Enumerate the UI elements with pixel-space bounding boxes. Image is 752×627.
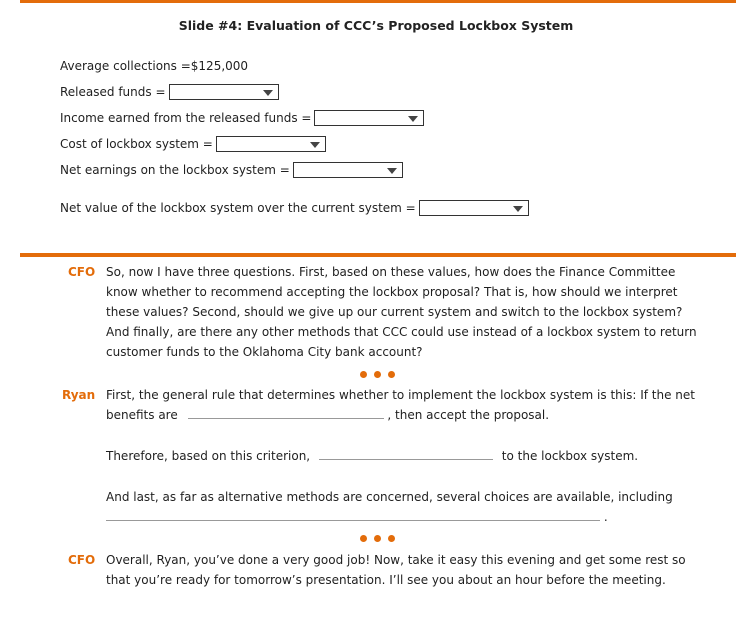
ryan-answer-line-3 (106, 487, 706, 527)
cost-of-lockbox-label: Cost of lockbox system = (60, 137, 213, 151)
top-divider (20, 0, 736, 3)
speaker-ryan: Ryan (62, 388, 96, 402)
net-value-dropdown[interactable] (419, 200, 529, 216)
chevron-down-icon (513, 206, 523, 212)
ryan-criterion-text: Therefore, based on this criterion, (106, 449, 311, 463)
chevron-down-icon (408, 116, 418, 122)
slide-title: Slide #4: Evaluation of CCC’s Proposed Lockbox System (178, 18, 574, 33)
average-collections-label: Average collections =$125,000 (60, 59, 249, 73)
dot (374, 371, 381, 378)
section-divider (20, 253, 736, 257)
dot (360, 535, 367, 542)
speaker-cfo-closing: CFO (68, 553, 96, 567)
chevron-down-icon (387, 168, 397, 174)
calc-row-net-value (60, 199, 529, 217)
cfo-closing-text: Overall, Ryan, you’ve done a very good job! Now, take it easy this evening and get some rest so that you’re ready for tomorrow’s presentation. I’ll see you about an hour before the meeting. (106, 553, 686, 587)
dot (388, 535, 395, 542)
chevron-down-icon (263, 90, 273, 96)
calc-row-income-earned (60, 109, 424, 127)
ryan-rule-text-end: , then accept the proposal. (387, 408, 550, 422)
cfo-question-text: So, now I have three questions. First, based on these values, how does the Finance Committee know whether to recommend accepting the lockbox proposal? That is, how should we interpret these values? Second, should we give up our current system and switch to the lockbox system? And finally, are there any other methods that CCC could use instead of a lockbox system to return customer funds to the Oklahoma City bank account? (106, 265, 697, 359)
calc-row-average-collections (60, 57, 248, 75)
ryan-alternatives-text: And last, as far as alternative methods are concerned, several choices are available, including (106, 490, 673, 504)
net-earnings-dropdown[interactable] (293, 162, 403, 178)
ryan-answer-line-2 (106, 446, 706, 466)
net-value-label: Net value of the lockbox system over the current system = (60, 201, 416, 215)
ryan-alternatives-period: . (603, 510, 608, 524)
dot (388, 371, 395, 378)
ryan-answer-line-1 (106, 385, 706, 425)
criterion-decision-blank[interactable] (319, 447, 493, 460)
dot (360, 371, 367, 378)
alternative-methods-blank[interactable] (106, 508, 600, 521)
dot (374, 535, 381, 542)
chevron-down-icon (310, 142, 320, 148)
net-benefits-blank[interactable] (188, 406, 384, 419)
separator-dots (360, 371, 400, 379)
released-funds-label: Released funds = (60, 85, 166, 99)
released-funds-dropdown[interactable] (169, 84, 279, 100)
separator-dots (360, 535, 400, 543)
cost-of-lockbox-dropdown[interactable] (216, 136, 326, 152)
income-earned-dropdown[interactable] (314, 110, 424, 126)
net-earnings-label: Net earnings on the lockbox system = (60, 163, 290, 177)
ryan-criterion-text-end: to the lockbox system. (501, 449, 639, 463)
calc-row-cost-of-lockbox (60, 135, 326, 153)
ryan-rule-text: First, the general rule that determines whether to implement the lockbox system is this: If the net benefits are (106, 388, 695, 422)
income-earned-label: Income earned from the released funds = (60, 111, 312, 125)
calc-row-released-funds (60, 83, 279, 101)
speaker-cfo: CFO (68, 265, 96, 279)
calc-row-net-earnings (60, 161, 403, 179)
